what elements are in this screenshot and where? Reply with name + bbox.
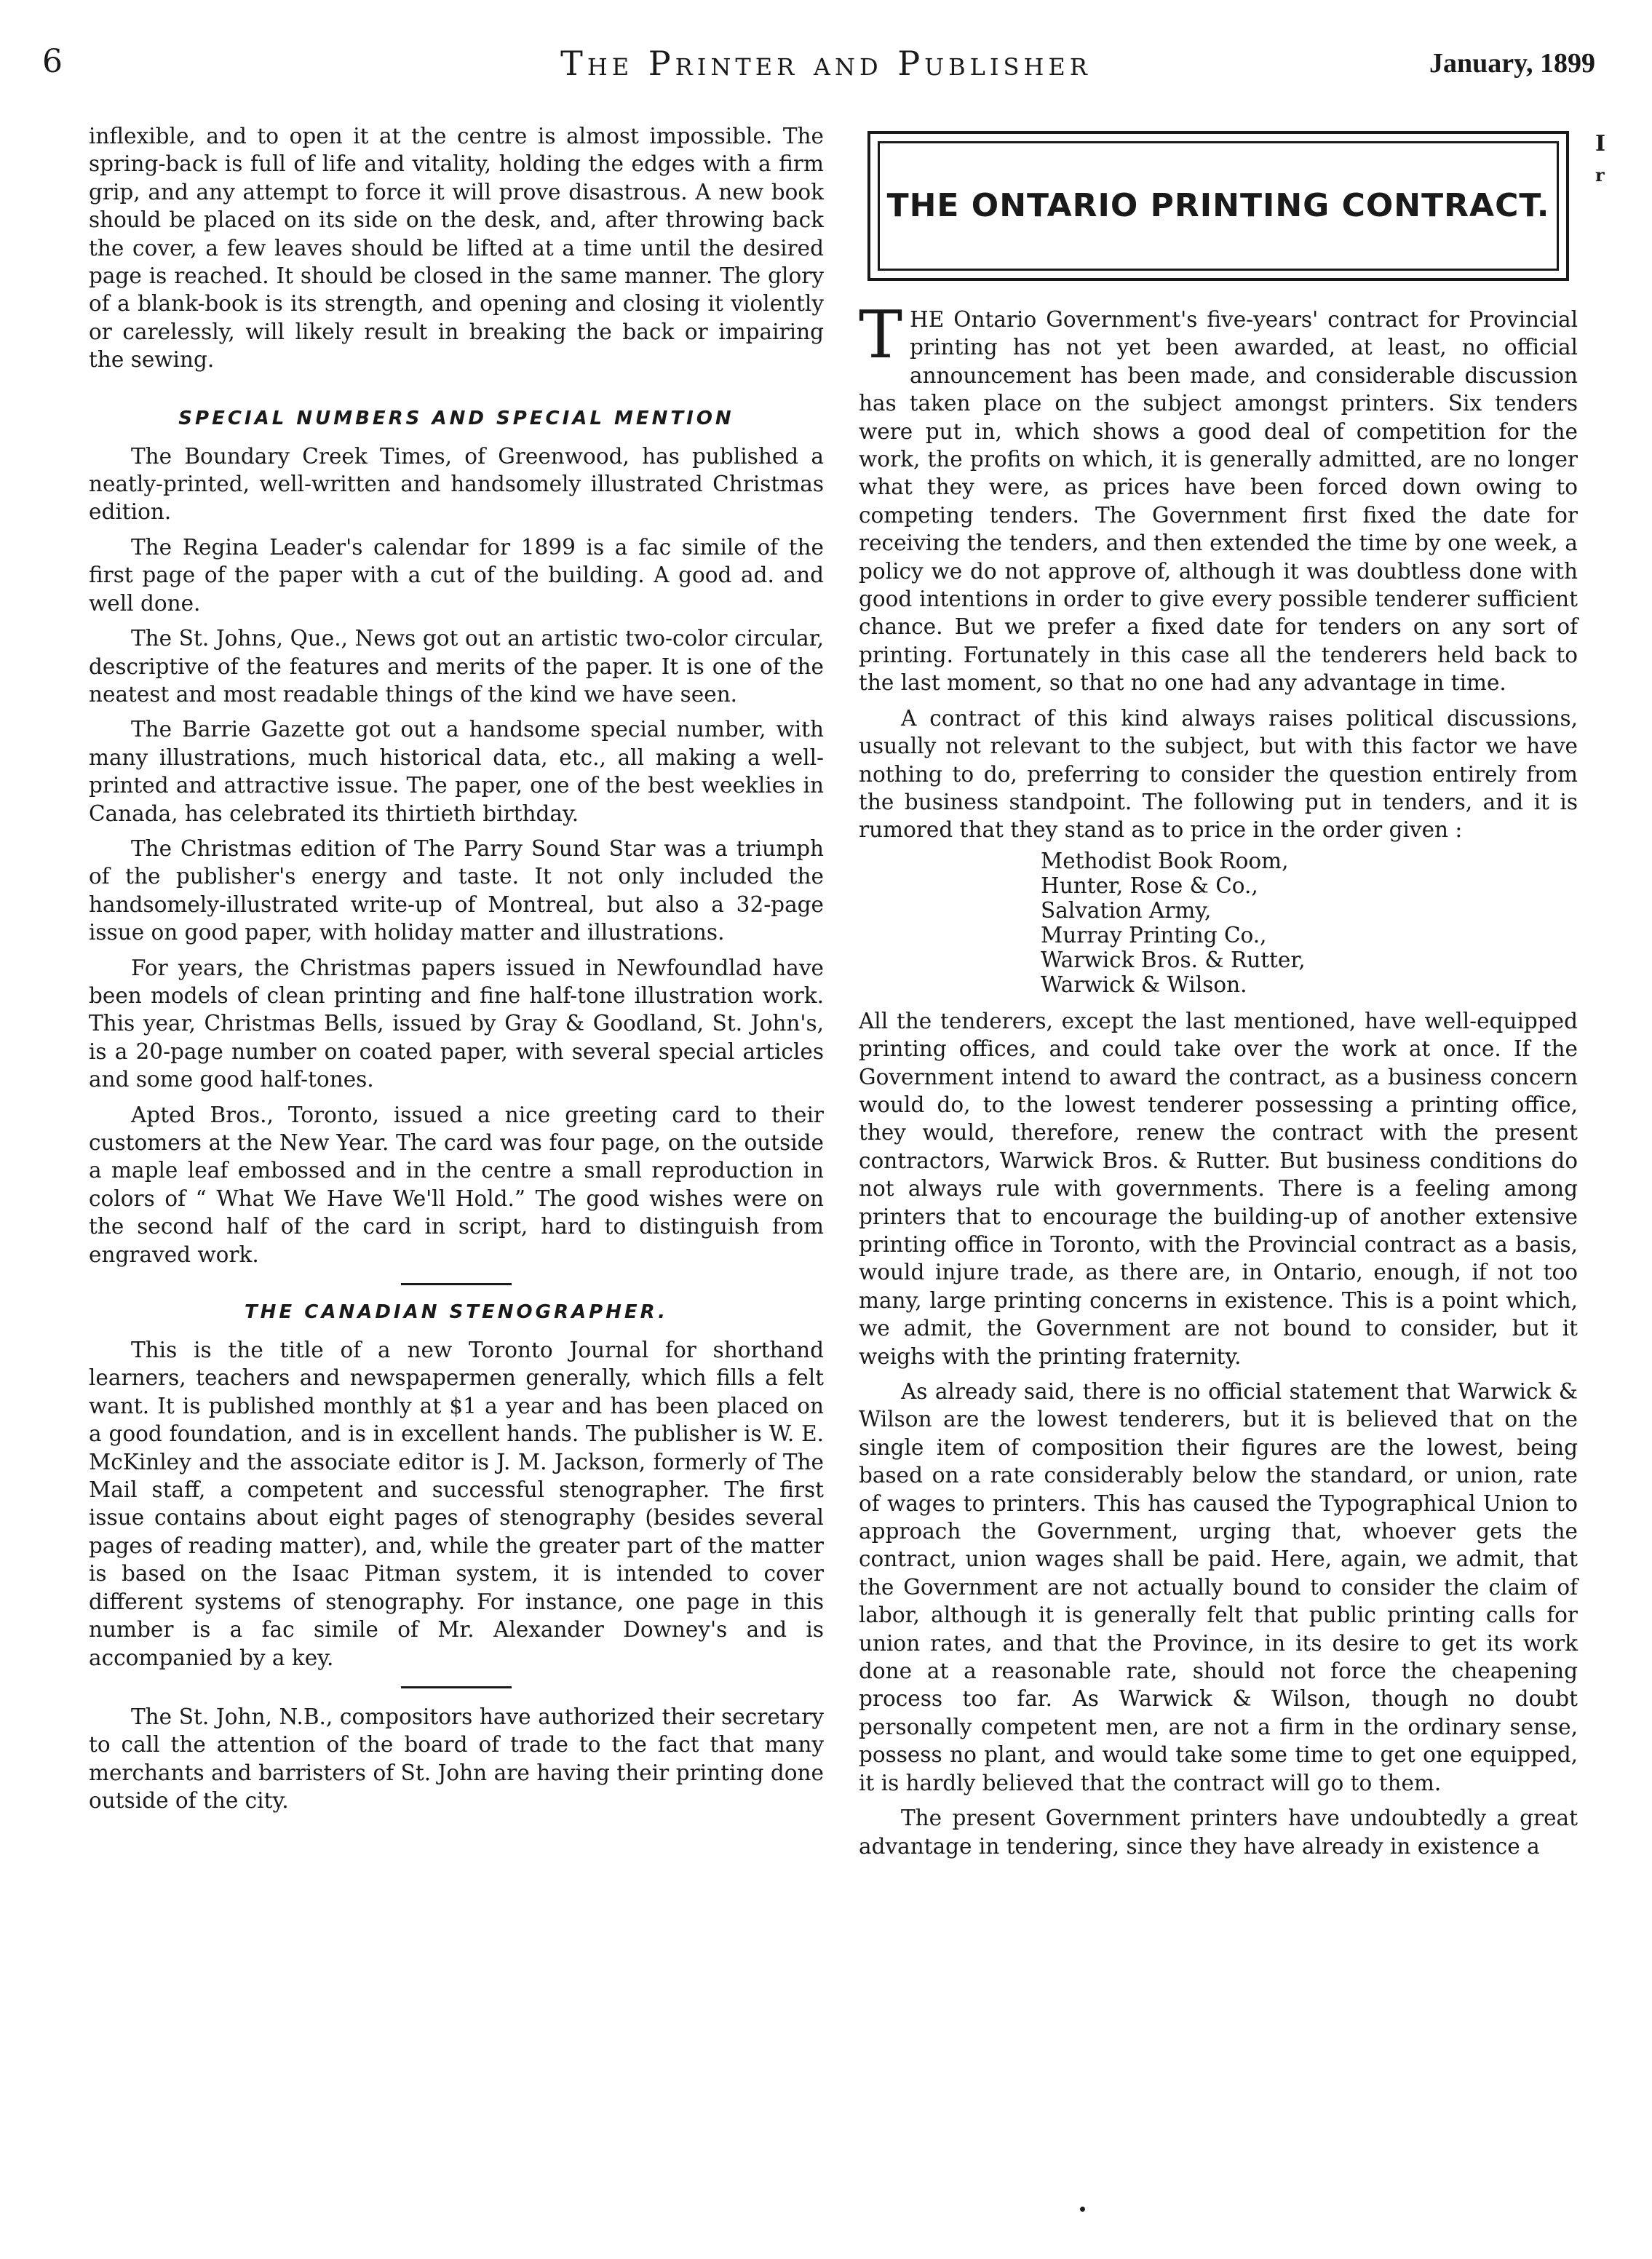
lead-in: HE	[910, 307, 945, 332]
page-header	[0, 0, 1652, 109]
article-paragraph: The Regina Leader's calendar for 1899 is a fac simile of the first page of the paper with a cut of the building. A good ad. and well done.	[89, 534, 824, 616]
masthead: The Printer and Publisher	[560, 44, 1092, 83]
section-heading-special-numbers: SPECIAL NUMBERS AND SPECIAL MENTION	[178, 407, 734, 429]
issue-date: January, 1899	[1429, 48, 1595, 79]
section-heading-stenographer: THE CANADIAN STENOGRAPHER.	[244, 1301, 669, 1324]
section-divider	[401, 1283, 512, 1285]
intro-paragraph: inflexible, and to open it at the centre is almost impossible. The spring-back is full of life and vitality, holding the edges with a firm grip, and any attempt to force it will prove disastrous. A new book should be placed on its side on the desk, and, after throwing back the cover, a few leaves should be lifted at a time until the desired page is reached. It should be closed in the same manner. The glory of a blank-book is its strength, and opening and closing it violently or carelessly, will likely result in breaking the back or impairing the sewing.	[89, 124, 824, 373]
left-column	[89, 122, 824, 1815]
article-paragraph: The St. Johns, Que., News got out an artistic two-color circular, descriptive of the features and merits of the paper. It is one of the neatest and most readable things of the kind we have seen.	[89, 626, 824, 707]
article-paragraph: This is the title of a new Toronto Journal for shorthand learners, teachers and newspapermen generally, which fills a felt want. It is published monthly at $1 a year and has been placed on a good foundation, and is in excellent hands. The publisher is W. E. McKinley and the associate editor is J. M. Jackson, formerly of The Mail staff, a competent and successful stenographer. The first issue contains about eight pages of stenography (besides several pages of reading matter), and, while the greater part of the matter is based on the Isaac Pitman system, it is intended to cover different systems of stenography. For instance, one page in this number is a fac simile of Mr. Alexander Downey's and is accompanied by a key.	[89, 1338, 824, 1670]
article-title-box	[867, 131, 1569, 281]
article-paragraph: The Barrie Gazette got out a handsome special number, with many illustrations, much historical data, etc., all making a well-printed and attractive issue. The paper, one of the best weeklies in Canada, has celebrated its thirtieth birthday.	[89, 717, 824, 826]
section-divider	[401, 1686, 512, 1688]
article-paragraph: As already said, there is no official statement that Warwick & Wilson are the lowest tenderers, but it is believed that on the single item of composition their figures are the lowest, being based on a rate considerably below the standard, or union, rate of wages to printers. This has caused the Typographical Union to approach the Government, urging that, whoever gets the contract, union wages shall be paid. Here, again, we admit, that the Government are not actually bound to consider the claim of labor, although it is generally felt that public printing calls for union rates, and that the Province, in its desire to get its work done at a reasonable rate, should not force the cheapening process too far. As Warwick & Wilson, though no doubt personally competent men, are not a firm in the ordinary sense, possess no plant, and would take some time to get one equipped, it is hardly believed that the contract will go to them.	[859, 1379, 1578, 1795]
article-paragraph: For years, the Christmas papers issued in Newfoundlad have been models of clean printing and fine half-tone illustration work. This year, Christmas Bells, issued by Gray & Goodland, St. John's, is a 20-page number on coated paper, with several special articles and some good half-tones.	[89, 955, 824, 1092]
article-paragraph: All the tenderers, except the last mentioned, have well-equipped printing offices, and could take over the work at once. If the Government intend to award the contract, as a business concern would do, to the lowest tenderer possessing a printing office, they would, therefore, renew the contract with the present contractors, Warwick Bros. & Rutter. But business conditions do not always rule with governments. There is a feeling among printers that to encourage the building-up of another extensive printing office in Toronto, with the Provincial contract as a basis, would injure trade, as there are, in Ontario, enough, if not too many, large printing concerns in existence. This is a point which, we admit, the Government are not bound to consider, but it weighs with the printing fraternity.	[859, 1008, 1578, 1369]
right-column	[859, 122, 1578, 1860]
list-item: Methodist Book Room,	[1041, 848, 1289, 873]
margin-mark: r	[1595, 164, 1605, 186]
tenderer-list	[1041, 849, 1578, 997]
article-paragraph: The Boundary Creek Times, of Greenwood, has published a neatly-printed, well-written and handsomely illustrated Christmas edition.	[89, 443, 824, 525]
drop-cap: T	[859, 297, 903, 373]
list-item: Warwick Bros. & Rutter,	[1041, 947, 1306, 972]
article-paragraph: THE Ontario Government's five-years' contract for Provincial printing has not yet been awarded, at least, no official announcement has been made, and considerable discussion has taken place on the subject amongst printers. Six tenders were put in, which shows a good deal of competition for the work, the profits on which, it is generally admitted, are no longer what they were, as prices have been forced down owing to competing tenders. The Government first fixed the date for receiving the tenders, and then extended the time by one week, a policy we do not approve of, although it was doubtless done with good intentions in order to give every possible tenderer sufficient chance. But we prefer a fixed date for tenders on any sort of printing. Fortunately in this case all the tenderers held back to the last moment, so that no one had any advantage in time.	[859, 297, 1578, 696]
footer-mark	[1080, 2207, 1085, 2212]
article-paragraph: Apted Bros., Toronto, issued a nice greeting card to their customers at the New Year. The card was four page, on the outside a maple leaf embossed and in the centre a small reproduction in colors of “ What We Have We'll Hold.” The good wishes were on the second half of the card in script, hard to distinguish from engraved work.	[89, 1102, 824, 1267]
margin-mark: I	[1595, 131, 1606, 156]
page-number: 6	[42, 43, 63, 80]
article-paragraph: The Christmas edition of The Parry Sound Star was a triumph of the publisher's energy and taste. It not only included the handsomely-illustrated write-up of Montreal, but also a 32-page issue on good paper, with holiday matter and illustrations.	[89, 835, 824, 945]
article-paragraph: The present Government printers have undoubtedly a great advantage in tendering, since they have already in existence a	[859, 1806, 1578, 1859]
list-item: Hunter, Rose & Co.,	[1041, 873, 1258, 898]
list-item: Murray Printing Co.,	[1041, 922, 1267, 948]
list-item: Warwick & Wilson.	[1041, 972, 1247, 997]
article-paragraph: The St. John, N.B., compositors have authorized their secretary to call the attention of the board of trade to the fact that many merchants and barristers of St. John are having their printing done outside of the city.	[89, 1704, 824, 1814]
article-title: THE ONTARIO PRINTING CONTRACT.	[886, 186, 1550, 224]
list-item: Salvation Army,	[1041, 897, 1212, 923]
article-paragraph: A contract of this kind always raises political discussions, usually not relevant to the subject, but with this factor we have nothing to do, preferring to consider the question entirely from the business standpoint. The following put in tenders, and it is rumored that they stand as to price in the order given :	[859, 705, 1578, 843]
